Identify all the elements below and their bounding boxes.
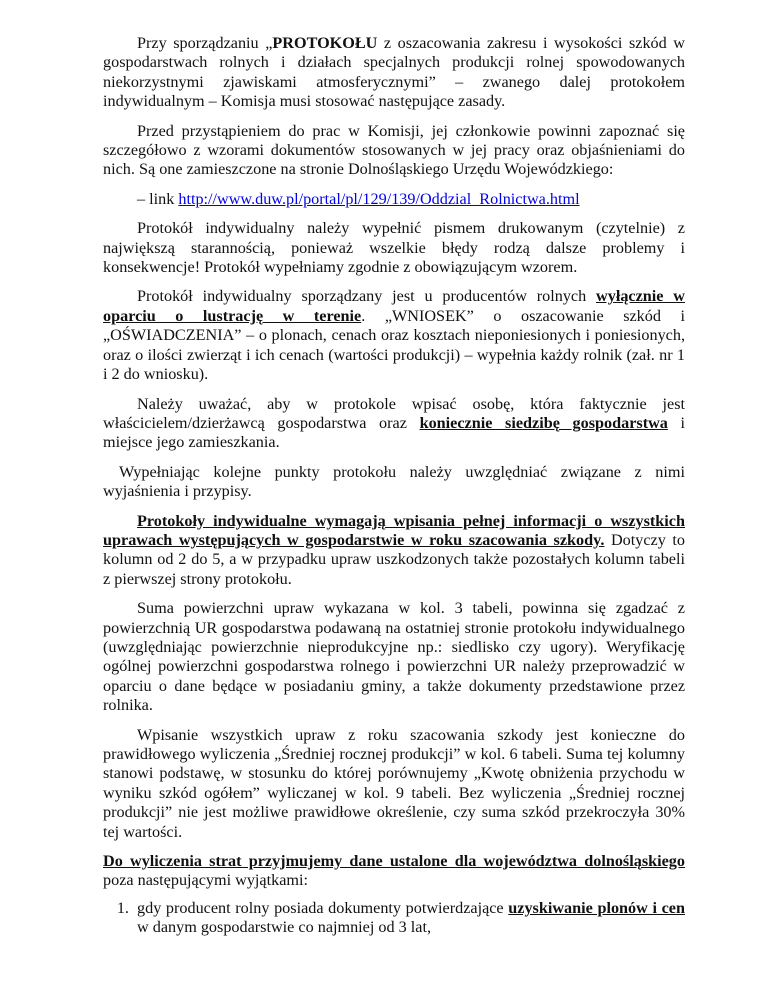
text-segment: poza następującymi wyjątkami: [103, 871, 308, 890]
emphasis-underlined: Protokoły indywidualne wymagają wpisania pełnej informacji o wszystkich uprawach występujących w gospodarstwie w roku szacowania szkody. [103, 511, 685, 549]
owner-paragraph [103, 395, 685, 453]
list-item [133, 899, 685, 938]
text-segment: gdy producent rolny posiada dokumenty potwierdzające [137, 898, 509, 917]
duw-link[interactable]: http://www.duw.pl/portal/pl/129/139/Oddzial_Rolnictwa.html [178, 189, 580, 208]
fill-instructions-paragraph: Protokół indywidualny należy wypełnić pismem drukowanym (czytelnie) z największą starannością, ponieważ wszelkie błędy rodzą dalsze problemy i konsekwencje! Protokół wypełniamy zgodnie z obowiązującym wzorem. [103, 219, 685, 277]
calculation-basis-paragraph [103, 852, 685, 891]
annual-production-paragraph: Wpisanie wszystkich upraw z roku szacowania szkody jest konieczne do prawidłowego wyliczenia „Średniej rocznej produkcji” w kol. 6 tabeli. Suma tej kolumny stanowi podstawę, w stosunku do której porównujemy „Kwotę obniżenia przychodu w wyniku szkód ogółem” wyliczanej w kol. 9 tabeli. Bez wyliczenia „Średniej rocznej produkcji” nie jest możliwe prawidłowe określenie, czy suma szkód przekroczyła 30% tej wartości. [103, 725, 685, 841]
emphasis-underlined: koniecznie siedzibę gospodarstwa [419, 413, 668, 432]
emphasis-underlined: Do wyliczenia strat przyjmujemy dane ustalone dla województwa dolnośląskiego [103, 852, 685, 871]
preparation-paragraph: Przed przystąpieniem do prac w Komisji, jej członkowie powinni zapoznać się szczegółowo z wzorami dokumentów stosowanych w jej pracy oraz objaśnieniami do nich. Są one zamieszczone na stronie Dolnośląskiego Urzędu Wojewódzkiego: [103, 121, 685, 179]
inspection-paragraph [103, 287, 685, 384]
intro-paragraph [103, 34, 685, 112]
text-segment: . „WNIOSEK” o oszacowanie szkód i „OŚWIADCZENIA” – o plonach, cenach oraz kosztach nieponiesionych i poniesionych, oraz o ilości zwierząt i ich cenach (wartości produkcji) – wypełnia każdy rolnik (zał. nr 1 i 2 do wniosku). [103, 306, 685, 384]
text-segment: w danym gospodarstwie co najmniej od 3 lat, [137, 918, 432, 937]
link-prefix: – link [137, 189, 179, 208]
text-segment: Należy uważać, aby w protokole wpisać osobę, która faktycznie jest właścicielem/dzierżawcą gospodarstwa oraz [103, 394, 685, 432]
emphasis-underlined: uzyskiwanie plonów i cen [508, 898, 685, 917]
protocol-title-bold: PROTOKOŁU [272, 34, 378, 52]
text-segment: Przy sporządzaniu „ [137, 34, 273, 52]
area-sum-paragraph: Suma powierzchni upraw wykazana w kol. 3 tabeli, powinna się zgadzać z powierzchnią UR gospodarstwa podawaną na ostatniej stronie protokołu indywidualnego (uwzględniając powierzchnie nieprodukcyjne np.: siedlisko czy ugory). Weryfikację ogólnej powierzchni gospodarstwa rolnego i powierzchni UR należy przeprowadzić w oparciu o dane będące w posiadaniu gminy, a także dokumenty przedstawione przez rolnika. [103, 599, 685, 715]
text-segment: Dotyczy to kolumn od 2 do 5, a w przypadku upraw uszkodzonych także pozostałych kolumn tabeli z pierwszej strony protokołu. [103, 530, 686, 588]
text-segment: z oszacowania zakresu i wysokości szkód w gospodarstwach rolnych i działach specjalnych produkcji rolnej spowodowanych niekorzystnymi zjawiskami atmosferycznymi” – zwanego dalej protokołem indywidualnym – Komisja musi stosować następujące zasady. [103, 34, 685, 111]
crops-paragraph [103, 512, 685, 590]
text-segment: i miejsce jego zamieszkania. [103, 413, 686, 452]
emphasis-underlined: wyłącznie w oparciu o lustrację w terenie [103, 287, 685, 325]
explanations-paragraph: Wypełniając kolejne punkty protokołu należy uwzględniać związane z nimi wyjaśnienia i przypisy. [103, 462, 685, 501]
exceptions-list [103, 899, 685, 938]
text-segment: Protokół indywidualny sporządzany jest u producentów rolnych [137, 287, 597, 306]
document-page [103, 34, 685, 938]
link-paragraph [137, 190, 685, 209]
